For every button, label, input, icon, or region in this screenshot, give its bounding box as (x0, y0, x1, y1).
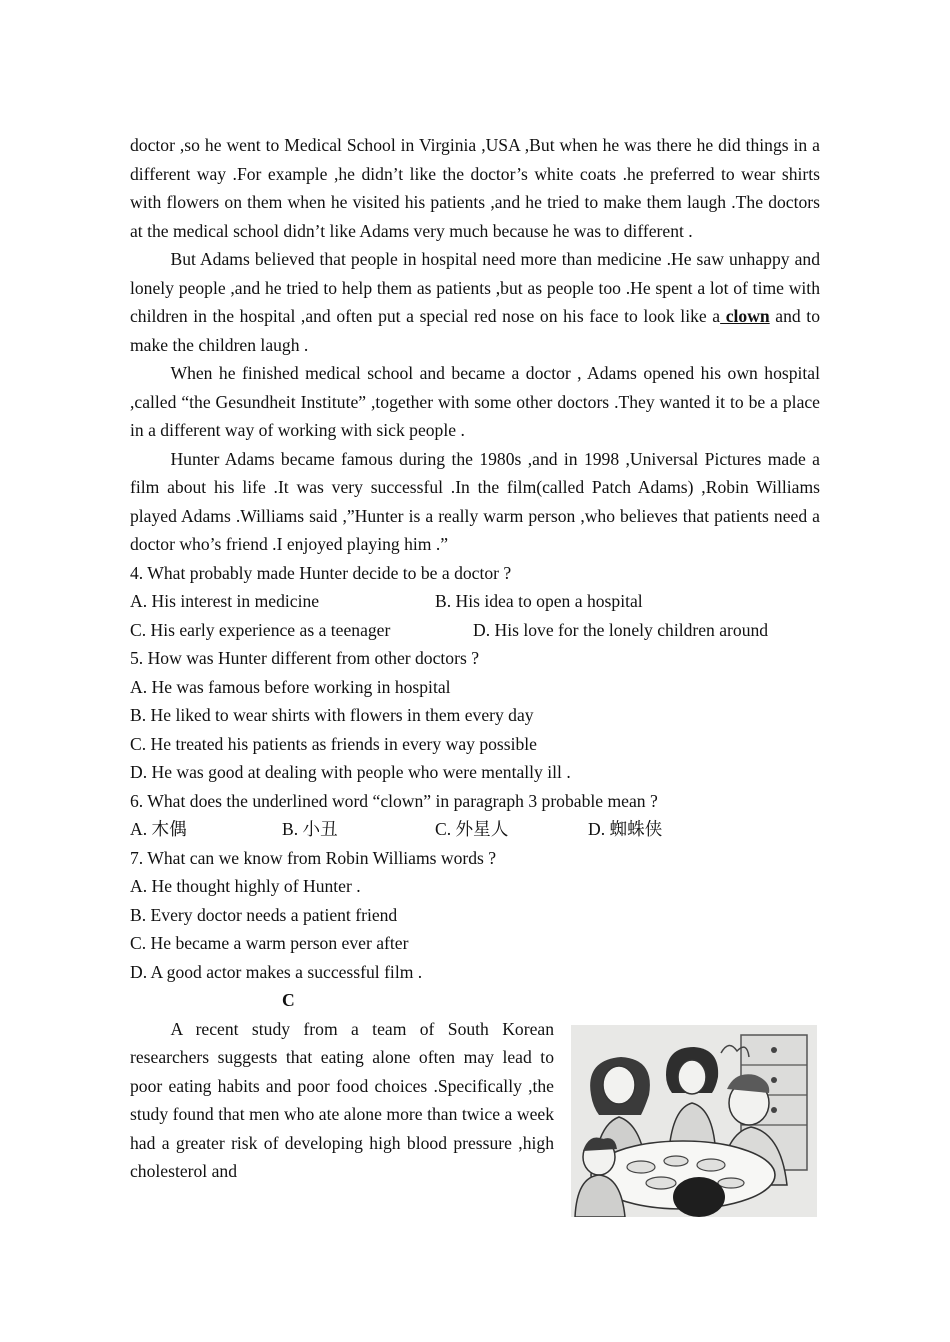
passage-b-paragraph-2 (130, 245, 820, 359)
question-4-option-a: A. His interest in medicine (130, 591, 320, 611)
question-6-option-a: A. 木偶 (130, 819, 187, 839)
question-5-option-a: A. He was famous before working in hospital (130, 676, 451, 697)
question-5-option-c: C. He treated his patients as friends in every way possible (130, 733, 537, 754)
question-6 (130, 787, 820, 844)
question-6-option-d: D. 蜘蛛侠 (588, 819, 663, 839)
question-5-stem: 5. How was Hunter different from other doctors ? (130, 648, 480, 668)
question-7-option-a: A. He thought highly of Hunter . (130, 876, 361, 896)
family-dinner-illustration (571, 1025, 817, 1217)
question-4-options-row-2 (130, 616, 820, 645)
question-7-stem: 7. What can we know from Robin Williams words ? (130, 847, 497, 868)
question-7-option-d: D. A good actor makes a successful film . (130, 961, 423, 982)
question-5-option-b: B. He liked to wear shirts with flowers in them every day (130, 705, 534, 725)
passage-b-paragraph-1: doctor ,so he went to Medical School in Virginia ,USA ,But when he was there he did things in a different way .For example ,he didn’t like the doctor’s white coats .he preferred to wear shirts with flowers on them when he visited his patients ,and he tried to make them laugh .The doctors at the medical school didn’t like Adams very much because he was to different . (130, 135, 820, 241)
passage-b-paragraph-3: When he finished medical school and became a doctor , Adams opened his own hospital ,called “the Gesundheit Institute” ,together with some other doctors .They wanted it to be a place in a different way of working with sick people . (130, 363, 820, 440)
question-7-option-b: B. Every doctor needs a patient friend (130, 904, 398, 925)
family-dinner-drawing (571, 1025, 817, 1217)
passage-c-heading: C (282, 990, 295, 1010)
question-6-option-b: B. 小丑 (282, 819, 338, 839)
question-4-option-c: C. His early experience as a teenager (130, 619, 391, 640)
question-6-options-row (130, 815, 820, 844)
question-5 (130, 644, 820, 787)
question-4-option-d: D. His love for the lonely children around (473, 619, 769, 640)
question-4-stem: 4. What probably made Hunter decide to be a doctor ? (130, 562, 512, 583)
paragraph-2-text-after: and to make the children laugh . (130, 306, 820, 355)
passage-b-paragraph-4: Hunter Adams became famous during the 1980s ,and in 1998 ,Universal Pictures made a film about his life .It was very successful .In the film(called Patch Adams) ,Robin Williams played Adams .Williams said ,”Hunter is a really warm person ,who believes that patients need a doctor who’s friend .I enjoyed playing him .” (130, 448, 820, 554)
question-4-options-row-1 (130, 587, 820, 616)
passage-c-paragraph-1: A recent study from a team of South Korean researchers suggests that eating alone often may lead to poor eating habits and poor food choices .Specifically ,the study found that men who ate alone more than twice a week had a greater risk of developing high blood pressure ,high cholesterol and (130, 1018, 554, 1181)
question-4 (130, 559, 820, 645)
question-4-option-b: B. His idea to open a hospital (435, 591, 643, 611)
question-5-option-d: D. He was good at dealing with people who were mentally ill . (130, 762, 571, 782)
question-6-stem: 6. What does the underlined word “clown” in paragraph 3 probable mean ? (130, 790, 658, 811)
passage-c-block (130, 1015, 820, 1215)
question-7-option-c: C. He became a warm person ever after (130, 933, 409, 953)
paragraph-2-text-before: But Adams believed that people in hospital need more than medicine .He saw unhappy and lonely people ,and he tried to help them as patients ,but as people too .He spent a lot of time with children in the hospital ,and often put a special red nose on his face to look like a (130, 249, 820, 326)
underlined-word-clown: clown (720, 306, 770, 326)
question-7 (130, 844, 820, 987)
question-6-option-c: C. 外星人 (435, 819, 509, 839)
page-content (130, 131, 820, 1215)
